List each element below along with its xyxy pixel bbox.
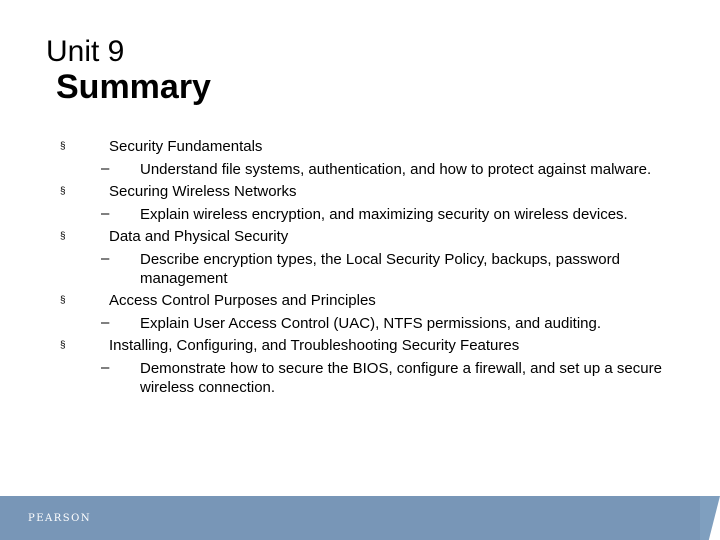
bullet-item — [60, 226, 680, 290]
sub-item — [101, 357, 680, 399]
sub-item — [101, 203, 680, 226]
dash-icon: – — [101, 160, 110, 177]
footer-bar — [0, 496, 720, 540]
bullet-item — [60, 290, 680, 335]
sub-item — [101, 158, 680, 181]
bullet-text: Data and Physical Security — [109, 228, 289, 245]
bullet-icon: § — [60, 186, 66, 197]
bullet-text: Installing, Configuring, and Troubleshooting Security Features — [109, 337, 520, 354]
sub-text: Describe encryption types, the Local Security Policy, backups, password management — [140, 251, 620, 287]
bullet-icon: § — [60, 340, 66, 351]
bullet-item — [60, 181, 680, 226]
pearson-logo: PEARSON — [28, 513, 92, 524]
footer-band — [0, 496, 700, 540]
summary-title: Summary — [56, 68, 211, 106]
bullet-list — [60, 136, 680, 399]
sub-text: Understand file systems, authentication, and how to protect against malware. — [140, 161, 652, 178]
sub-text: Explain User Access Control (UAC), NTFS permissions, and auditing. — [140, 315, 602, 332]
bullet-text: Security Fundamentals — [109, 138, 263, 155]
bullet-icon: § — [60, 141, 66, 152]
bullet-icon: § — [60, 231, 66, 242]
bullet-icon: § — [60, 295, 66, 306]
sub-text: Explain wireless encryption, and maximizing security on wireless devices. — [140, 206, 628, 223]
bullet-item — [60, 136, 680, 181]
sub-text: Demonstrate how to secure the BIOS, configure a firewall, and set up a secure wireless connection. — [140, 360, 662, 396]
dash-icon: – — [101, 314, 110, 331]
bullet-text: Securing Wireless Networks — [109, 183, 297, 200]
bullet-text: Access Control Purposes and Principles — [109, 292, 376, 309]
dash-icon: – — [101, 205, 110, 222]
dash-icon: – — [101, 359, 110, 376]
bullet-item — [60, 335, 680, 399]
dash-icon: – — [101, 250, 110, 267]
sub-item — [101, 248, 680, 290]
unit-title: Unit 9 — [46, 35, 125, 68]
title-block — [46, 36, 211, 106]
sub-item — [101, 312, 680, 335]
